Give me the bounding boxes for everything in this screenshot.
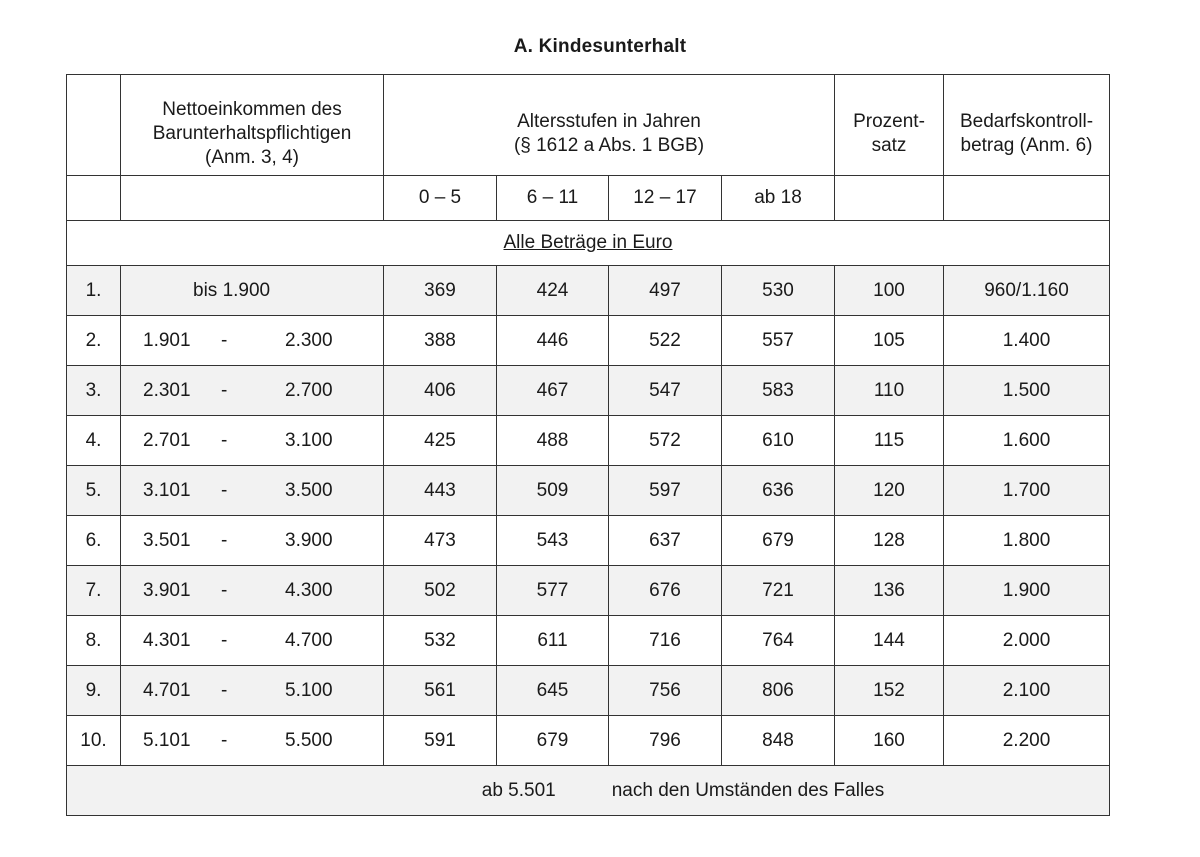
amount-cell: 610 — [722, 416, 835, 466]
amount-cell: 636 — [722, 466, 835, 516]
amount-cell: 721 — [722, 566, 835, 616]
amount-cell: 561 — [384, 666, 497, 716]
income-dash: - — [221, 330, 228, 351]
header-age — [384, 75, 835, 176]
footer-cell — [67, 766, 1110, 816]
income-cell — [121, 516, 384, 566]
table-row — [67, 416, 1110, 466]
income-dash: - — [221, 430, 228, 451]
amount-cell: 637 — [609, 516, 722, 566]
percent-cell: 144 — [835, 616, 944, 666]
table-row — [67, 316, 1110, 366]
income-dash: - — [221, 530, 228, 551]
amount-cell: 532 — [384, 616, 497, 666]
amount-cell: 756 — [609, 666, 722, 716]
table-row — [67, 466, 1110, 516]
child-support-table — [66, 74, 1110, 816]
income-range: bis 1.900 — [193, 280, 271, 301]
percent-cell: 115 — [835, 416, 944, 466]
percent-cell: 100 — [835, 266, 944, 316]
age-group-cell: 6 – 11 — [497, 176, 609, 221]
table-row — [67, 616, 1110, 666]
income-dash: - — [221, 380, 228, 401]
amount-cell: 443 — [384, 466, 497, 516]
income-from: 2.701 — [143, 430, 191, 451]
age-group-cell: 12 – 17 — [609, 176, 722, 221]
amount-cell: 796 — [609, 716, 722, 766]
income-cell — [121, 416, 384, 466]
amounts-note: Alle Beträge in Euro — [503, 232, 673, 253]
header-income-line: Nettoeinkommen des — [162, 98, 342, 120]
amount-cell: 522 — [609, 316, 722, 366]
table-row — [67, 516, 1110, 566]
amount-cell: 543 — [497, 516, 609, 566]
amount-cell: 488 — [497, 416, 609, 466]
percent-cell: 136 — [835, 566, 944, 616]
income-to: 2.700 — [285, 380, 333, 401]
amount-cell: 591 — [384, 716, 497, 766]
age-group-cell: ab 18 — [722, 176, 835, 221]
income-cell — [121, 466, 384, 516]
header-empty-cell — [67, 75, 121, 176]
income-to: 5.500 — [285, 730, 333, 751]
amount-cell: 577 — [497, 566, 609, 616]
income-from: 3.101 — [143, 480, 191, 501]
income-to: 3.900 — [285, 530, 333, 551]
header-percent — [835, 75, 944, 176]
amount-cell: 806 — [722, 666, 835, 716]
amount-cell: 611 — [497, 616, 609, 666]
note-row — [67, 221, 1110, 266]
header-income-line: Barunterhaltspflichtigen — [152, 122, 352, 144]
row-number: 4. — [67, 416, 121, 466]
age-group-cell: 0 – 5 — [384, 176, 497, 221]
income-from: 2.301 — [143, 380, 191, 401]
control-cell: 1.800 — [944, 516, 1110, 566]
income-to: 3.100 — [285, 430, 333, 451]
control-cell: 960/1.160 — [944, 266, 1110, 316]
amount-cell: 597 — [609, 466, 722, 516]
age-group-empty-cell — [67, 176, 121, 221]
percent-cell: 105 — [835, 316, 944, 366]
income-from: 4.301 — [143, 630, 191, 651]
header-control-line: Bedarfskontroll- — [959, 110, 1094, 132]
income-from: 1.901 — [143, 330, 191, 351]
row-number: 5. — [67, 466, 121, 516]
income-cell — [121, 716, 384, 766]
amount-cell: 679 — [497, 716, 609, 766]
header-control — [944, 75, 1110, 176]
control-cell: 2.100 — [944, 666, 1110, 716]
row-number: 7. — [67, 566, 121, 616]
amount-cell: 557 — [722, 316, 835, 366]
control-cell: 2.200 — [944, 716, 1110, 766]
amount-cell: 446 — [497, 316, 609, 366]
amount-cell: 676 — [609, 566, 722, 616]
income-to: 3.500 — [285, 480, 333, 501]
amount-cell: 583 — [722, 366, 835, 416]
page-title: A. Kindesunterhalt — [513, 36, 687, 57]
table-row — [67, 716, 1110, 766]
row-number: 3. — [67, 366, 121, 416]
header-income-line: (Anm. 3, 4) — [205, 146, 299, 168]
control-cell: 1.900 — [944, 566, 1110, 616]
header-percent-line: satz — [871, 134, 907, 156]
income-to: 5.100 — [285, 680, 333, 701]
income-cell — [121, 616, 384, 666]
income-from: 3.901 — [143, 580, 191, 601]
amount-cell: 467 — [497, 366, 609, 416]
control-cell: 1.700 — [944, 466, 1110, 516]
amount-cell: 530 — [722, 266, 835, 316]
age-group-empty-cell — [121, 176, 384, 221]
income-dash: - — [221, 680, 228, 701]
amount-cell: 679 — [722, 516, 835, 566]
income-cell — [121, 266, 384, 316]
amount-cell: 473 — [384, 516, 497, 566]
amount-cell: 369 — [384, 266, 497, 316]
percent-cell: 110 — [835, 366, 944, 416]
income-dash: - — [221, 730, 228, 751]
amount-cell: 497 — [609, 266, 722, 316]
header-row — [67, 75, 1110, 176]
row-number: 10. — [67, 716, 121, 766]
amount-cell: 502 — [384, 566, 497, 616]
table-row — [67, 666, 1110, 716]
header-control-line: betrag (Anm. 6) — [960, 134, 1093, 156]
amount-cell: 547 — [609, 366, 722, 416]
income-above-label: ab 5.501 — [481, 779, 556, 801]
percent-cell: 128 — [835, 516, 944, 566]
amount-cell: 716 — [609, 616, 722, 666]
age-group-row — [67, 176, 1110, 221]
amount-cell: 425 — [384, 416, 497, 466]
income-cell — [121, 666, 384, 716]
income-to: 4.300 — [285, 580, 333, 601]
control-cell: 2.000 — [944, 616, 1110, 666]
note-cell — [67, 221, 1110, 266]
row-number: 1. — [67, 266, 121, 316]
income-dash: - — [221, 630, 228, 651]
amount-cell: 572 — [609, 416, 722, 466]
income-from: 4.701 — [143, 680, 191, 701]
header-age-line: (§ 1612 a Abs. 1 BGB) — [513, 134, 705, 156]
control-cell: 1.500 — [944, 366, 1110, 416]
income-cell — [121, 366, 384, 416]
table-row — [67, 566, 1110, 616]
income-cell — [121, 316, 384, 366]
percent-cell: 160 — [835, 716, 944, 766]
row-number: 8. — [67, 616, 121, 666]
footer-row — [67, 766, 1110, 816]
row-number: 6. — [67, 516, 121, 566]
amount-cell: 388 — [384, 316, 497, 366]
header-income — [121, 75, 384, 176]
income-dash: - — [221, 580, 228, 601]
income-from: 3.501 — [143, 530, 191, 551]
income-to: 2.300 — [285, 330, 333, 351]
income-dash: - — [221, 480, 228, 501]
header-age-line: Altersstufen in Jahren — [517, 110, 701, 132]
table-row — [67, 366, 1110, 416]
income-from: 5.101 — [143, 730, 191, 751]
header-percent-line: Prozent- — [853, 110, 925, 132]
income-to: 4.700 — [285, 630, 333, 651]
percent-cell: 120 — [835, 466, 944, 516]
amount-cell: 424 — [497, 266, 609, 316]
amount-cell: 764 — [722, 616, 835, 666]
percent-cell: 152 — [835, 666, 944, 716]
row-number: 2. — [67, 316, 121, 366]
age-group-empty-cell — [835, 176, 944, 221]
table-row — [67, 266, 1110, 316]
amount-cell: 406 — [384, 366, 497, 416]
age-group-empty-cell — [944, 176, 1110, 221]
amount-cell: 645 — [497, 666, 609, 716]
row-number: 9. — [67, 666, 121, 716]
amount-cell: 509 — [497, 466, 609, 516]
income-cell — [121, 566, 384, 616]
control-cell: 1.600 — [944, 416, 1110, 466]
amount-cell: 848 — [722, 716, 835, 766]
control-cell: 1.400 — [944, 316, 1110, 366]
case-circumstances-label: nach den Umständen des Falles — [611, 779, 885, 801]
